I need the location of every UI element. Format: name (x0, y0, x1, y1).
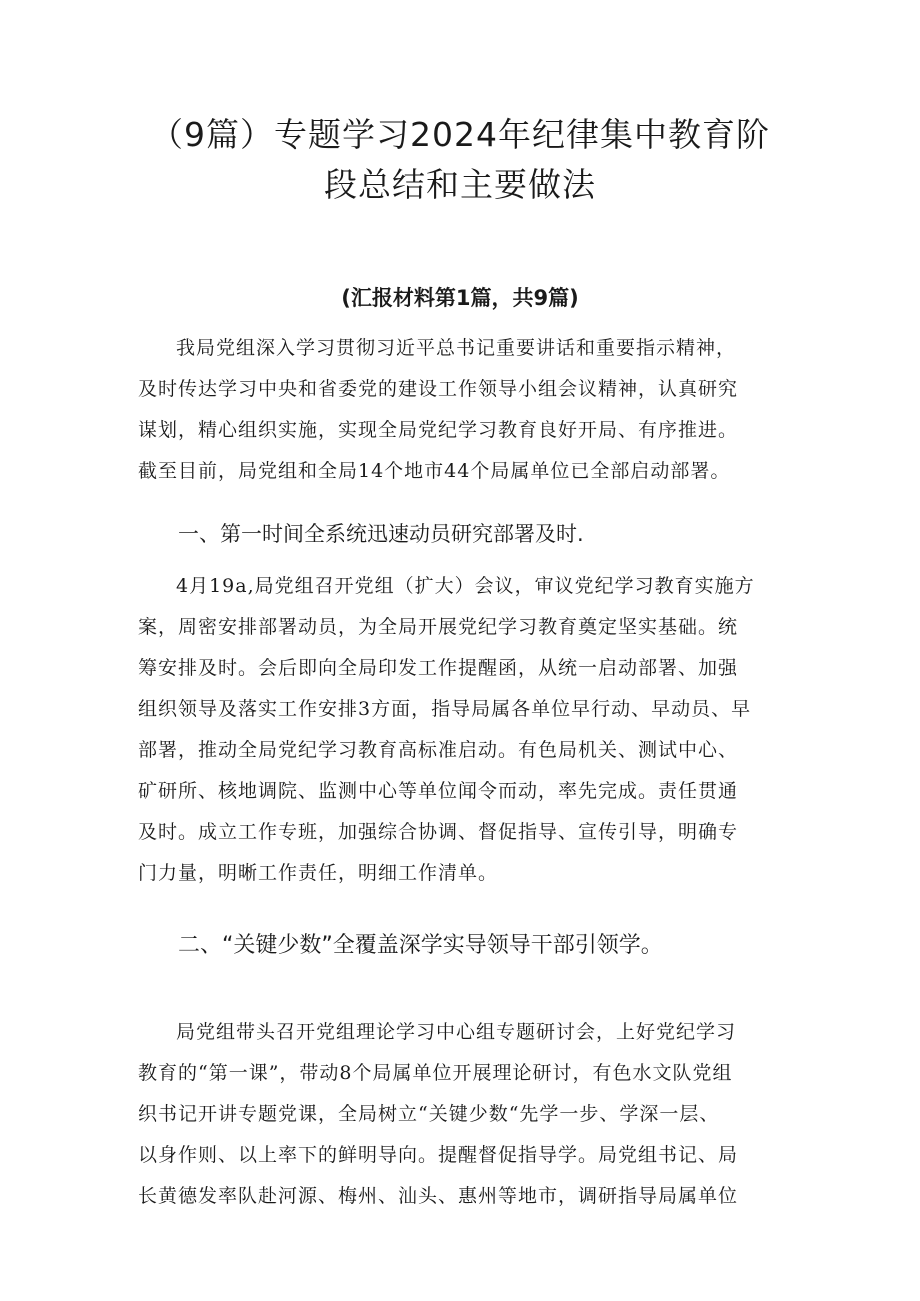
paragraph-section-2 (138, 1012, 788, 1217)
paragraph-line: 织书记开讲专题党课，全局树立“关键少数“先学一步、学深一层、 (138, 1103, 720, 1125)
paragraph-line: 筹安排及时。会后即向全局印发工作提醒函，从统一启动部署、加强 (138, 657, 739, 679)
paragraph-line: 案，周密安排部署动员，为全局开展党纪学习教育奠定坚实基础。统 (138, 616, 739, 638)
document-title-line-1: （9篇）专题学习2024年纪律集中教育阶 (150, 115, 770, 154)
paragraph-line: 4月19a,局党组召开党组（扩大）会议，审议党纪学习教育实施方 (176, 575, 755, 597)
paragraph-line: 矿研所、核地调院、监测中心等单位闻令而动，率先完成。责任贯通 (138, 780, 739, 802)
paragraph-line: 我局党组深入学习贯彻习近平总书记重要讲话和重要指示精神， (176, 337, 737, 359)
section-heading-1: 一、第一时间全系统迅速动员研究部署及时. (178, 522, 584, 546)
paragraph-line: 谋划，精心组织实施，实现全局党纪学习教育良好开局、有序推进。 (138, 419, 739, 441)
paragraph-line: 部署，推动全局党纪学习教育高标准启动。有色局机关、测试中心、 (138, 739, 739, 761)
paragraph-line: 局党组带头召开党组理论学习中心组专题研讨会，上好党纪学习 (176, 1021, 737, 1043)
paragraph-line: 以身作则、以上率下的鲜明导向。提醒督促指导学。局党组书记、局 (138, 1144, 739, 1166)
paragraph-intro (138, 328, 788, 492)
paragraph-line: 组织领导及落实工作安排3方面，指导局属各单位早行动、早动员、早 (138, 698, 752, 720)
section-heading-2: 二、“关键少数”全覆盖深学实导领导干部引领学。 (178, 933, 663, 958)
document-subtitle: (汇报材料第1篇，共9篇) (341, 286, 579, 310)
paragraph-line: 截至目前，局党组和全局14个地市44个局属单位已全部启动部署。 (138, 460, 731, 482)
paragraph-line: 教育的“第一课”，带动8个局属单位开展理论研讨，有色水文队党组 (138, 1062, 733, 1084)
paragraph-line: 长黄德发率队赴河源、梅州、汕头、惠州等地市，调研指导局属单位 (138, 1185, 739, 1207)
paragraph-line: 门力量，明晰工作责任，明细工作清单。 (138, 862, 499, 884)
paragraph-section-1 (138, 566, 788, 894)
document-title-line-2: 段总结和主要做法 (324, 165, 596, 204)
paragraph-line: 及时。成立工作专班，加强综合协调、督促指导、宣传引导，明确专 (138, 821, 739, 843)
paragraph-line: 及时传达学习中央和省委党的建设工作领导小组会议精神，认真研究 (138, 378, 739, 400)
